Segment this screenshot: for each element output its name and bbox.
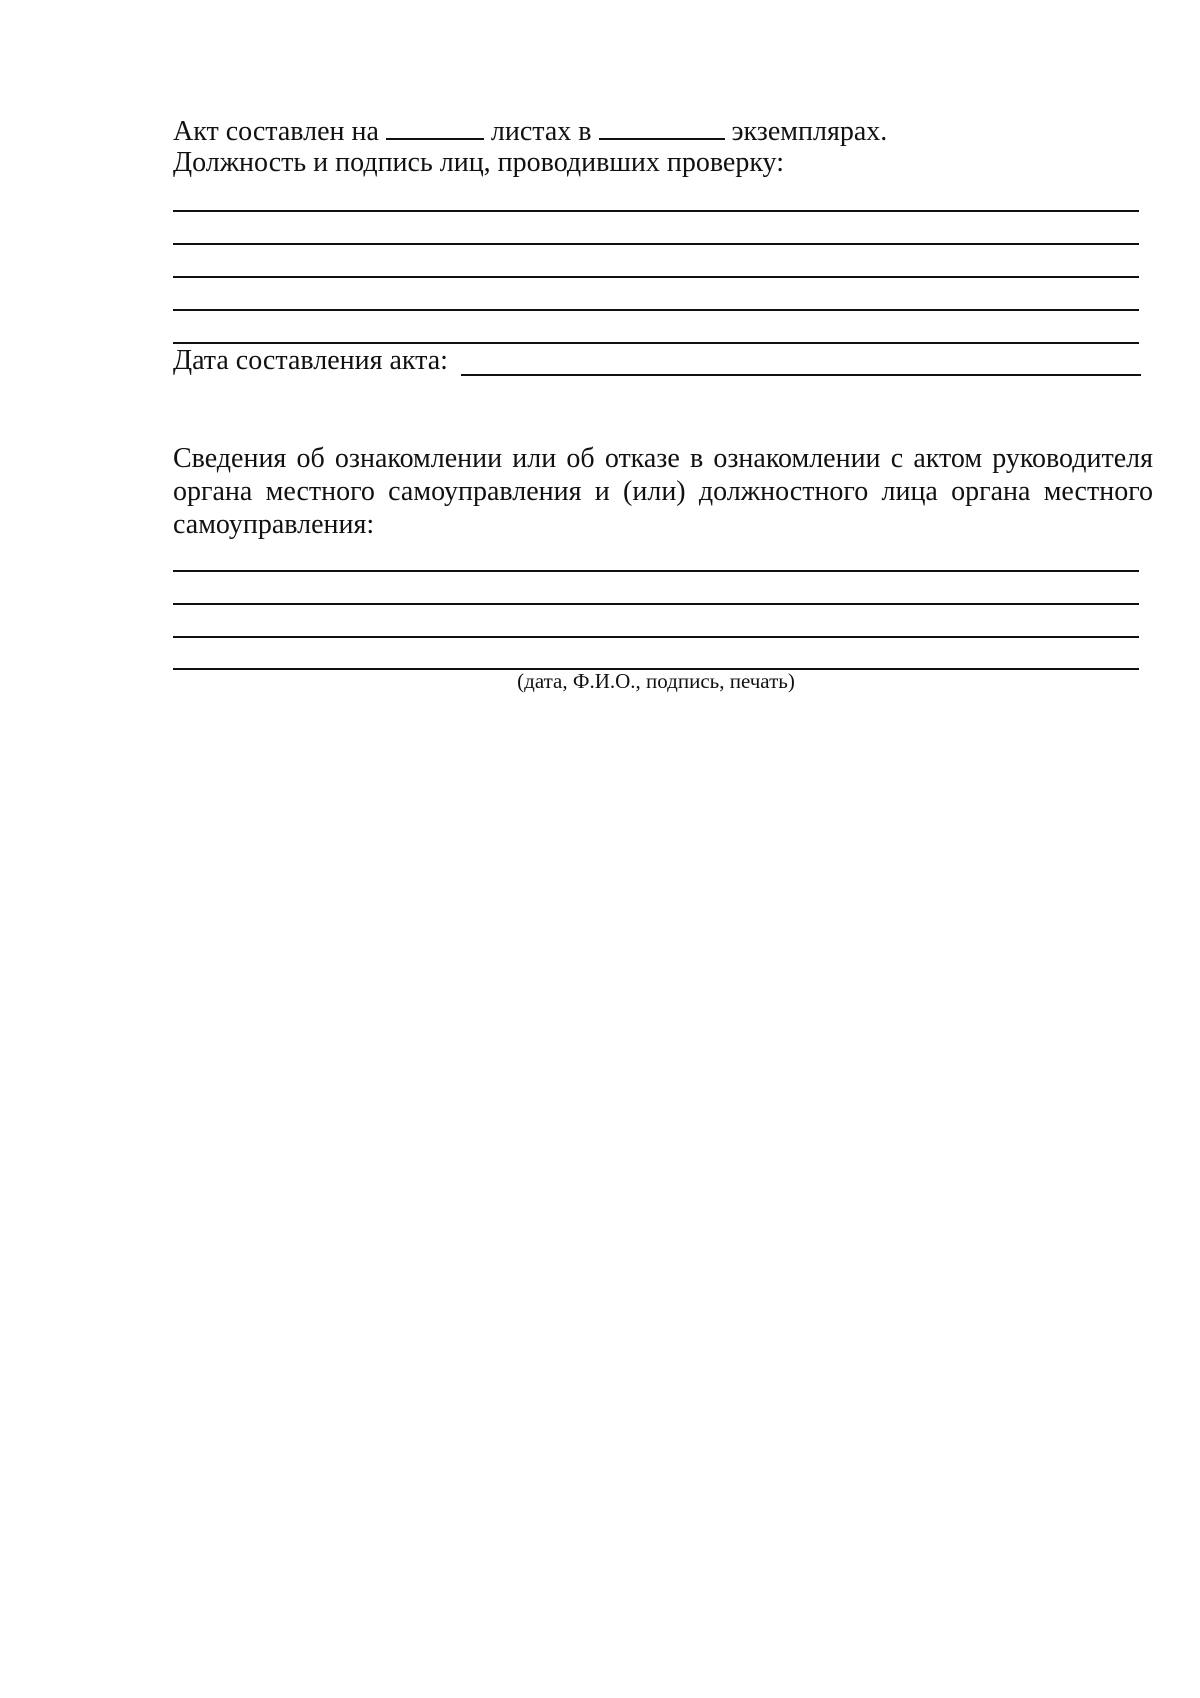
inspector-signature-line[interactable] xyxy=(173,243,1139,245)
acquaintance-signature-line[interactable] xyxy=(173,570,1139,572)
acquaintance-signature-line[interactable] xyxy=(173,603,1139,605)
act-date-field[interactable] xyxy=(461,374,1141,376)
act-prefix-text: Акт составлен на xyxy=(173,116,379,147)
acquaintance-signature-line[interactable] xyxy=(173,636,1139,638)
act-middle-text: листах в xyxy=(490,116,592,147)
inspector-signature-line[interactable] xyxy=(173,309,1139,311)
acquaintance-paragraph: Сведения об ознакомлении или об отказе в ознакомлении с актом руководителя органа местного самоуправления и (или) должностного лица органа местного самоуправления: xyxy=(173,443,1153,540)
act-date-label: Дата составления акта: xyxy=(173,345,448,376)
sheets-count-field[interactable] xyxy=(386,112,484,140)
inspectors-label: Должность и подпись лиц, проводивших проверку: xyxy=(173,147,784,178)
signature-caption: (дата, Ф.И.О., подпись, печать) xyxy=(517,669,795,693)
inspector-signature-line[interactable] xyxy=(173,210,1139,212)
inspector-signature-line[interactable] xyxy=(173,276,1139,278)
act-suffix-text: экземплярах. xyxy=(731,116,888,147)
copies-count-field[interactable] xyxy=(599,112,725,140)
act-sheets-line xyxy=(173,112,887,149)
